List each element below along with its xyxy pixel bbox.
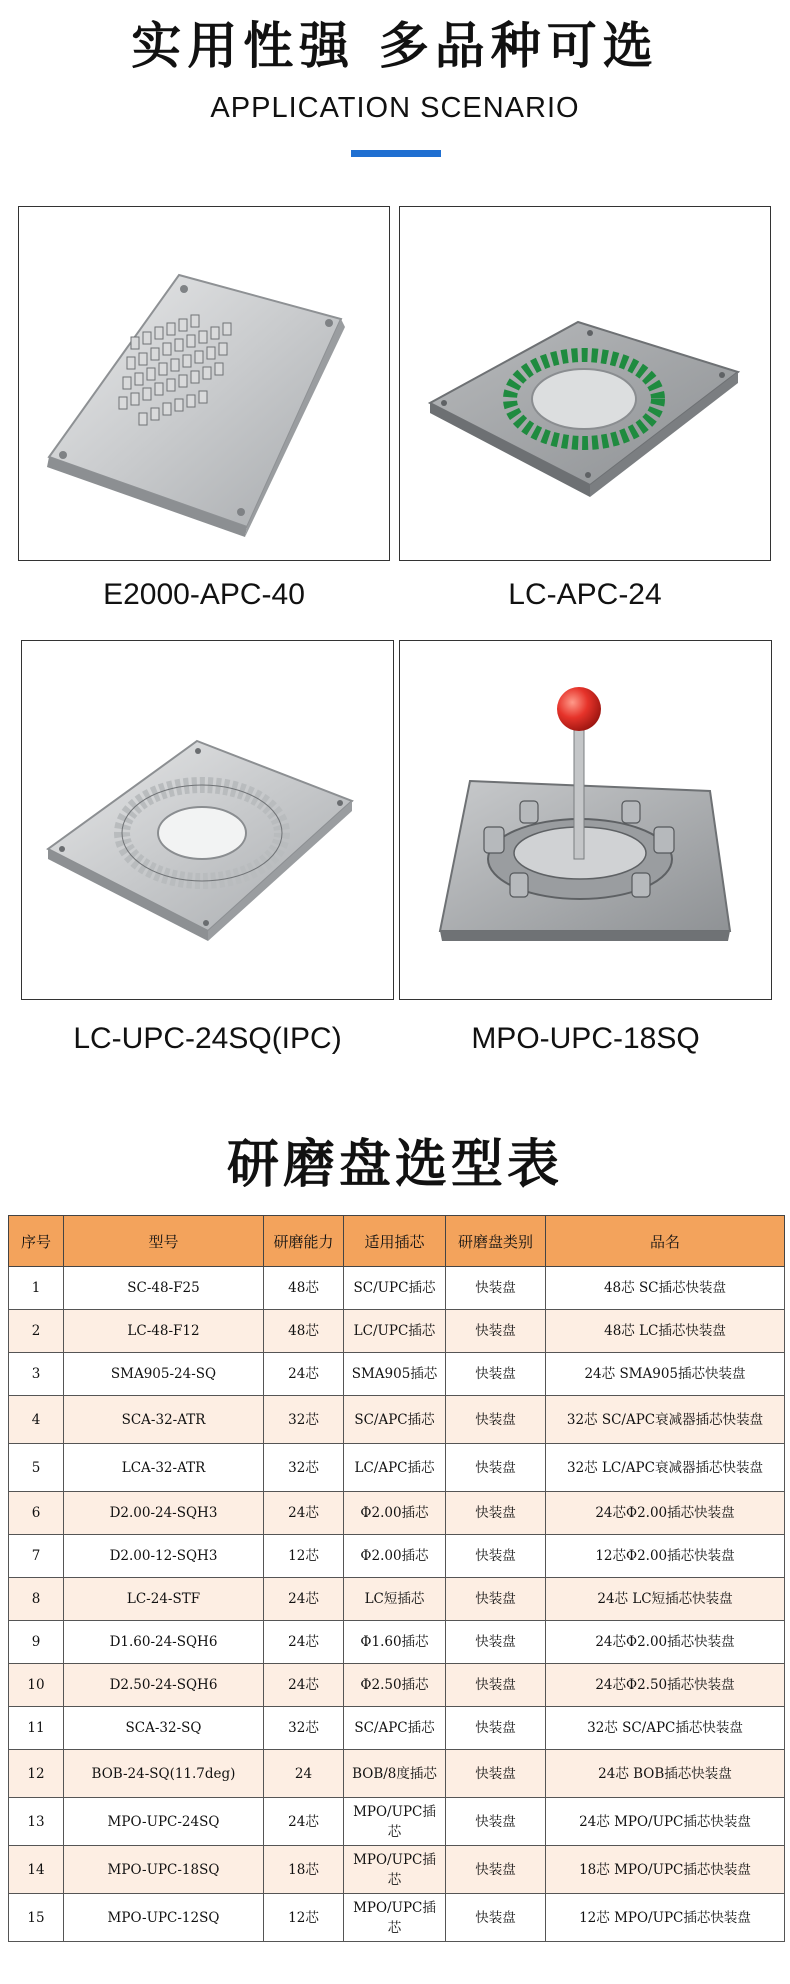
cell-index: 14 <box>9 1846 64 1894</box>
cell-model: D2.50-24-SQH6 <box>64 1664 264 1707</box>
selection-table-title: 研磨盘选型表 <box>226 1135 563 1195</box>
cell-model: MPO-UPC-18SQ <box>64 1846 264 1894</box>
product-label-4: MPO-UPC-18SQ <box>471 1022 700 1055</box>
product-image-lc-upc-24sq-ipc <box>21 640 394 1000</box>
cell-ferrule: LC/UPC插芯 <box>344 1310 446 1353</box>
cell-product-name: 48芯 SC插芯快装盘 <box>546 1267 785 1310</box>
cell-model: LCA-32-ATR <box>64 1444 264 1492</box>
cell-ferrule: Φ2.00插芯 <box>344 1535 446 1578</box>
cell-product-name: 24芯Φ2.00插芯快装盘 <box>546 1492 785 1535</box>
cell-category: 快装盘 <box>446 1846 546 1894</box>
cell-category: 快装盘 <box>446 1621 546 1664</box>
page-subtitle: APPLICATION SCENARIO <box>210 92 580 124</box>
cell-category: 快装盘 <box>446 1798 546 1846</box>
cell-index: 8 <box>9 1578 64 1621</box>
product-label-1: E2000-APC-40 <box>103 578 305 611</box>
title-accent-bar <box>351 150 441 157</box>
cell-category: 快装盘 <box>446 1578 546 1621</box>
column-header-index: 序号 <box>9 1216 64 1267</box>
cell-capacity: 24 <box>264 1750 344 1798</box>
table-row <box>9 1750 785 1798</box>
table-row <box>9 1535 785 1578</box>
cell-category: 快装盘 <box>446 1310 546 1353</box>
cell-category: 快装盘 <box>446 1535 546 1578</box>
cell-index: 2 <box>9 1310 64 1353</box>
product-image-lc-apc-24 <box>399 206 771 561</box>
table-row <box>9 1444 785 1492</box>
column-header-ferrule: 适用插芯 <box>344 1216 446 1267</box>
cell-product-name: 24芯 SMA905插芯快装盘 <box>546 1353 785 1396</box>
cell-index: 10 <box>9 1664 64 1707</box>
cell-ferrule: MPO/UPC插芯 <box>344 1798 446 1846</box>
cell-capacity: 24芯 <box>264 1798 344 1846</box>
cell-product-name: 48芯 LC插芯快装盘 <box>546 1310 785 1353</box>
cell-capacity: 24芯 <box>264 1621 344 1664</box>
table-row <box>9 1664 785 1707</box>
cell-model: LC-24-STF <box>64 1578 264 1621</box>
cell-index: 11 <box>9 1707 64 1750</box>
table-row <box>9 1894 785 1942</box>
cell-product-name: 18芯 MPO/UPC插芯快装盘 <box>546 1846 785 1894</box>
cell-capacity: 24芯 <box>264 1492 344 1535</box>
cell-product-name: 24芯 MPO/UPC插芯快装盘 <box>546 1798 785 1846</box>
cell-index: 12 <box>9 1750 64 1798</box>
product-label-3: LC-UPC-24SQ(IPC) <box>73 1022 342 1055</box>
cell-capacity: 24芯 <box>264 1578 344 1621</box>
cell-ferrule: Φ2.00插芯 <box>344 1492 446 1535</box>
cell-ferrule: MPO/UPC插芯 <box>344 1894 446 1942</box>
cell-model: MPO-UPC-24SQ <box>64 1798 264 1846</box>
product-label-2: LC-APC-24 <box>508 578 662 611</box>
cell-ferrule: BOB/8度插芯 <box>344 1750 446 1798</box>
table-row <box>9 1310 785 1353</box>
cell-product-name: 24芯Φ2.50插芯快装盘 <box>546 1664 785 1707</box>
cell-ferrule: SC/APC插芯 <box>344 1396 446 1444</box>
cell-model: SC-48-F25 <box>64 1267 264 1310</box>
cell-index: 9 <box>9 1621 64 1664</box>
cell-product-name: 12芯Φ2.00插芯快装盘 <box>546 1535 785 1578</box>
cell-model: SMA905-24-SQ <box>64 1353 264 1396</box>
cell-model: D1.60-24-SQH6 <box>64 1621 264 1664</box>
cell-ferrule: SC/APC插芯 <box>344 1707 446 1750</box>
cell-category: 快装盘 <box>446 1894 546 1942</box>
cell-category: 快装盘 <box>446 1267 546 1310</box>
cell-model: SCA-32-SQ <box>64 1707 264 1750</box>
cell-capacity: 48芯 <box>264 1310 344 1353</box>
cell-category: 快装盘 <box>446 1664 546 1707</box>
cell-ferrule: SC/UPC插芯 <box>344 1267 446 1310</box>
cell-product-name: 24芯Φ2.00插芯快装盘 <box>546 1621 785 1664</box>
cell-index: 15 <box>9 1894 64 1942</box>
cell-product-name: 24芯 LC短插芯快装盘 <box>546 1578 785 1621</box>
table-row <box>9 1798 785 1846</box>
cell-ferrule: LC/APC插芯 <box>344 1444 446 1492</box>
product-image-mpo-upc-18sq <box>399 640 772 1000</box>
cell-model: D2.00-24-SQH3 <box>64 1492 264 1535</box>
cell-ferrule: MPO/UPC插芯 <box>344 1846 446 1894</box>
cell-category: 快装盘 <box>446 1444 546 1492</box>
cell-index: 3 <box>9 1353 64 1396</box>
cell-capacity: 24芯 <box>264 1664 344 1707</box>
cell-product-name: 32芯 SC/APC插芯快装盘 <box>546 1707 785 1750</box>
column-header-model: 型号 <box>64 1216 264 1267</box>
cell-index: 6 <box>9 1492 64 1535</box>
cell-ferrule: Φ1.60插芯 <box>344 1621 446 1664</box>
cell-index: 7 <box>9 1535 64 1578</box>
cell-model: BOB-24-SQ(11.7deg) <box>64 1750 264 1798</box>
cell-capacity: 12芯 <box>264 1894 344 1942</box>
product-image-e2000-apc-40 <box>18 206 390 561</box>
cell-category: 快装盘 <box>446 1396 546 1444</box>
cell-index: 13 <box>9 1798 64 1846</box>
cell-category: 快装盘 <box>446 1750 546 1798</box>
cell-model: MPO-UPC-12SQ <box>64 1894 264 1942</box>
table-row <box>9 1492 785 1535</box>
table-row <box>9 1267 785 1310</box>
cell-capacity: 24芯 <box>264 1353 344 1396</box>
table-header-row <box>9 1216 785 1267</box>
cell-capacity: 18芯 <box>264 1846 344 1894</box>
cell-index: 5 <box>9 1444 64 1492</box>
cell-category: 快装盘 <box>446 1707 546 1750</box>
cell-product-name: 24芯 BOB插芯快装盘 <box>546 1750 785 1798</box>
page-title: 实用性强 多品种可选 <box>131 17 659 75</box>
cell-product-name: 32芯 LC/APC衰减器插芯快装盘 <box>546 1444 785 1492</box>
column-header-category: 研磨盘类别 <box>446 1216 546 1267</box>
selection-table <box>8 1215 785 1942</box>
cell-model: D2.00-12-SQH3 <box>64 1535 264 1578</box>
cell-index: 1 <box>9 1267 64 1310</box>
cell-product-name: 32芯 SC/APC衰减器插芯快装盘 <box>546 1396 785 1444</box>
column-header-capacity: 研磨能力 <box>264 1216 344 1267</box>
cell-ferrule: SMA905插芯 <box>344 1353 446 1396</box>
cell-ferrule: Φ2.50插芯 <box>344 1664 446 1707</box>
cell-capacity: 48芯 <box>264 1267 344 1310</box>
table-row <box>9 1621 785 1664</box>
cell-model: LC-48-F12 <box>64 1310 264 1353</box>
cell-capacity: 32芯 <box>264 1707 344 1750</box>
cell-capacity: 32芯 <box>264 1396 344 1444</box>
table-row <box>9 1846 785 1894</box>
cell-product-name: 12芯 MPO/UPC插芯快装盘 <box>546 1894 785 1942</box>
cell-capacity: 32芯 <box>264 1444 344 1492</box>
cell-category: 快装盘 <box>446 1492 546 1535</box>
cell-category: 快装盘 <box>446 1353 546 1396</box>
table-row <box>9 1707 785 1750</box>
table-row <box>9 1353 785 1396</box>
column-header-product-name: 品名 <box>546 1216 785 1267</box>
cell-ferrule: LC短插芯 <box>344 1578 446 1621</box>
cell-model: SCA-32-ATR <box>64 1396 264 1444</box>
table-row <box>9 1396 785 1444</box>
table-row <box>9 1578 785 1621</box>
cell-capacity: 12芯 <box>264 1535 344 1578</box>
cell-index: 4 <box>9 1396 64 1444</box>
